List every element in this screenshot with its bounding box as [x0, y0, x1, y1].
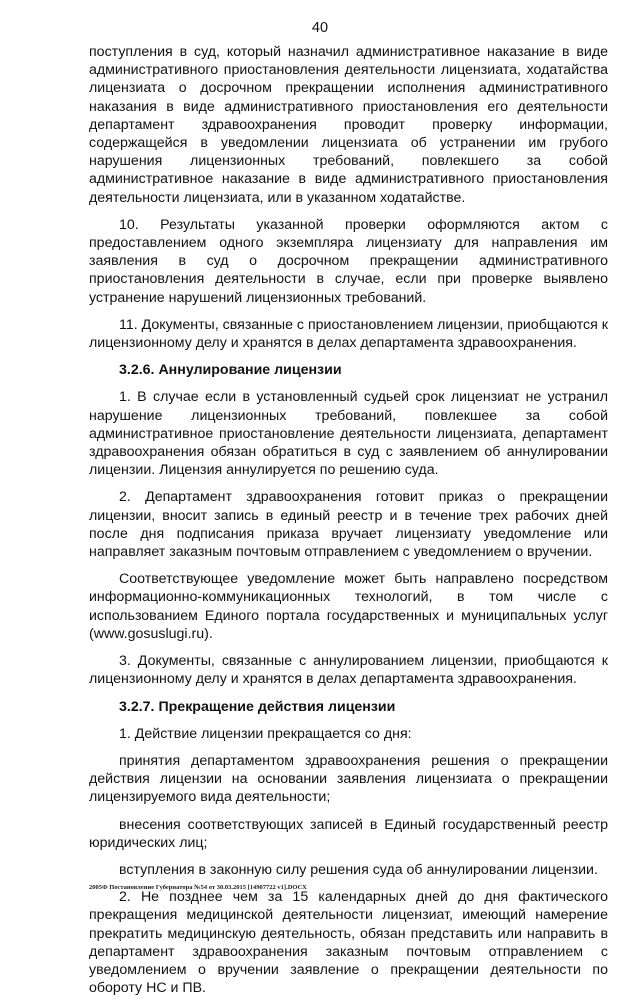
paragraph: принятия департаментом здравоохранения решения о прекращении действия лицензии на основании заявления лицензиата о прекращении лицензируемого вида деятельности; [89, 752, 608, 806]
paragraph: 1. Действие лицензии прекращается со дня: [119, 725, 412, 742]
paragraph: 10. Результаты указанной проверки оформляются актом с предоставлением одного экземпляра лицензиату для направления им заявления в суд о досрочном прекращении административного приостановления деятельности в случае, если при проверке выявлено устранение нарушений лицензионных требований. [89, 216, 608, 306]
section-heading: 3.2.7. Прекращение действия лицензии [119, 698, 396, 715]
paragraph: Соответствующее уведомление может быть направлено посредством информационно-коммуникационных технологий, в том числе с использованием Единого портала государственных и муниципальных услуг (www.gosuslugi.ru). [89, 571, 608, 642]
paragraph: 2. Не позднее чем за 15 календарных дней до дня фактического прекращения медицинской деятельности лицензиат, имеющий намерение прекратить медицинскую деятельность, обязан представить или направить в департамент здравоохранения заказным почтовым отправлением с уведомлением о вручении заявление о прекращении деятельности по обороту НС и ПВ. [89, 889, 608, 997]
paragraph: внесения соответствующих записей в Единый государственный реестр юридических лиц; [89, 816, 608, 851]
paragraph: 2. Департамент здравоохранения готовит приказ о прекращении лицензии, вносит запись в единый реестр и в течение трех рабочих дней после дня подписания приказа вручает лицензиату уведомление или направляет заказным почтовым отправлением с уведомлением о вручении. [89, 489, 608, 561]
paragraph: 3. Документы, связанные с аннулированием лицензии, приобщаются к лицензионному делу и хранятся в делах департамента здравоохранения. [89, 653, 608, 688]
paragraph: вступления в законную силу решения суда об аннулировании лицензии. [119, 861, 598, 878]
paragraph: 1. В случае если в установленный судьей срок лицензиат не устранил нарушение лицензионных требований, повлекшее за собой административное приостановление деятельности лицензиата, департамент здравоохранения обязан обратиться в суд с заявлением об аннулировании лицензии. Лицензия аннулируется по решению суда. [89, 389, 608, 479]
page-number: 40 [311, 20, 329, 36]
document-footer: 2005Ф Постановление Губернатора №54 от 30.03.2015 [14907722 v1].DOCX [89, 884, 307, 891]
paragraph: поступления в суд, который назначил административное наказание в виде административного приостановления деятельности лицензиата, ходатайства лицензиата о досрочном прекращении исполнения административного наказания в виде административного приостановления его деятельности департамент здравоохранения проводит проверку информации, содержащейся в уведомлении лицензиата об устранении им грубого нарушения лицензионных требований, повлекшего за собой административное наказание в виде административного приостановления деятельности лицензиата, или в указанном ходатайстве. [89, 44, 608, 206]
paragraph: 11. Документы, связанные с приостановлением лицензии, приобщаются к лицензионному делу и хранятся в делах департамента здравоохранения. [89, 316, 608, 352]
document-body [89, 43, 608, 1006]
section-heading: 3.2.6. Аннулирование лицензии [119, 362, 342, 379]
